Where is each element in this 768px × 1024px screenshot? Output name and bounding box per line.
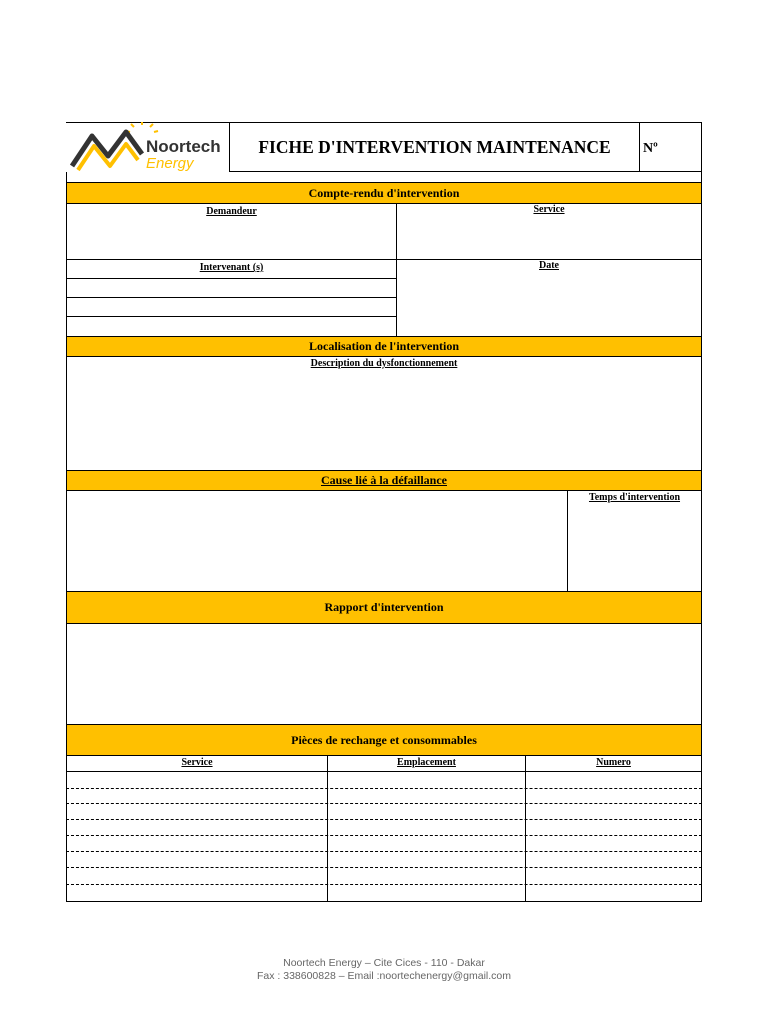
pieces-col-header: Numero xyxy=(596,757,631,768)
section-rapport-title: Rapport d'intervention xyxy=(324,600,444,614)
logo-name-line1: Noortech xyxy=(146,137,221,156)
demandeur-label: Demandeur xyxy=(206,206,257,217)
pieces-table xyxy=(66,755,702,902)
footer-address: Noortech Energy – Cite Cices - 110 - Dakar xyxy=(283,957,485,969)
description-field[interactable] xyxy=(66,356,702,471)
description-label: Description du dysfonctionnement xyxy=(310,358,458,369)
section-compte-rendu-header xyxy=(66,182,702,204)
section-cause-title: Cause lié à la défaillance xyxy=(321,473,447,487)
form-title: FICHE D'INTERVENTION MAINTENANCE xyxy=(258,136,611,157)
form-number-box[interactable] xyxy=(639,122,702,172)
footer-contact: Fax : 338600828 – Email :noortechenergy@gmail.com xyxy=(256,970,512,982)
temps-field[interactable] xyxy=(567,490,702,592)
table-row[interactable] xyxy=(66,851,702,852)
rapport-field[interactable] xyxy=(66,623,702,725)
table-row[interactable] xyxy=(66,819,702,820)
table-row[interactable] xyxy=(66,884,702,885)
table-row[interactable] xyxy=(66,867,702,868)
page-footer xyxy=(0,957,768,983)
date-label: Date xyxy=(539,260,559,271)
service-label: Service xyxy=(533,204,565,215)
pieces-col-emplacement xyxy=(327,755,526,902)
intervenant-line-1 xyxy=(67,278,396,279)
section-pieces-header xyxy=(66,724,702,756)
pieces-col-service xyxy=(66,755,328,902)
section-localisation-title: Localisation de l'intervention xyxy=(309,339,459,353)
pieces-col-numero xyxy=(525,755,702,902)
cause-field[interactable] xyxy=(66,490,568,592)
section-localisation-header xyxy=(66,336,702,357)
service-field[interactable] xyxy=(396,203,702,260)
table-row[interactable] xyxy=(66,788,702,789)
demandeur-field[interactable] xyxy=(66,203,397,260)
intervenant-label: Intervenant (s) xyxy=(199,262,264,273)
pieces-header-divider xyxy=(66,771,702,772)
logo-name-line2: Energy xyxy=(146,155,194,172)
section-pieces-title: Pièces de rechange et consommables xyxy=(291,732,477,747)
temps-label: Temps d'intervention xyxy=(588,492,681,503)
intervenant-line-3 xyxy=(67,316,396,317)
company-logo xyxy=(68,122,228,178)
form-title-box xyxy=(229,122,640,172)
pieces-col-header: Emplacement xyxy=(397,757,456,768)
pieces-col-header: Service xyxy=(181,757,213,768)
table-row[interactable] xyxy=(66,803,702,804)
section-cause-header xyxy=(66,470,702,491)
section-rapport-header xyxy=(66,591,702,624)
table-row[interactable] xyxy=(66,835,702,836)
form-number-label: Nº xyxy=(643,141,658,156)
intervenant-field[interactable] xyxy=(66,259,397,337)
section-compte-rendu-title: Compte-rendu d'intervention xyxy=(308,185,460,200)
date-field[interactable] xyxy=(396,259,702,337)
intervenant-line-2 xyxy=(67,297,396,298)
